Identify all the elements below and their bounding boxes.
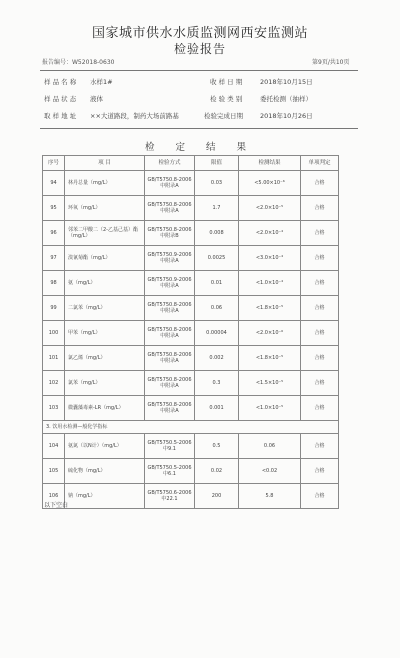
row-method: GB/T5750.8-2006 中附录A: [145, 396, 195, 421]
table-row: [43, 321, 339, 346]
row-verdict: 合格: [301, 221, 339, 246]
finish-date-label: 检验完成日期: [204, 112, 243, 120]
col-header-item: 项 目: [65, 156, 145, 171]
location-value: ××大道路段，制药大场前路基: [90, 112, 179, 120]
report-title-line2: 检验报告: [173, 42, 226, 56]
row-verdict: 合格: [301, 171, 339, 196]
sample-name-label: 样 品 名 称: [44, 78, 77, 86]
row-verdict: 合格: [301, 196, 339, 221]
row-item: 溴氰菊酯（mg/L）: [65, 246, 145, 271]
section-row-label: 3. 饮用水检测—般化学指标: [43, 421, 339, 434]
info-bottom-rule: [40, 128, 358, 129]
table-row: [43, 171, 339, 196]
row-number: 105: [43, 459, 65, 484]
row-result: <3.0×10⁻⁴: [239, 246, 301, 271]
row-result: <2.0×10⁻⁴: [239, 221, 301, 246]
table-row: [43, 396, 339, 421]
row-result: 5.8: [239, 484, 301, 509]
row-method: GB/T5750.9-2006 中附录A: [145, 271, 195, 296]
row-number: 95: [43, 196, 65, 221]
row-number: 99: [43, 296, 65, 321]
row-limit: 0.03: [195, 171, 239, 196]
sample-status-label: 样 品 状 态: [44, 95, 77, 103]
sample-name-value: 水样1#: [90, 78, 113, 86]
row-limit: 200: [195, 484, 239, 509]
end-of-report-note: 以下空白: [44, 502, 69, 509]
col-header-result: 检测结果: [239, 156, 301, 171]
row-limit: 0.008: [195, 221, 239, 246]
table-row: [43, 484, 339, 509]
row-item: 氨氮（以N计）（mg/L）: [65, 434, 145, 459]
row-result: <1.8×10⁻⁵: [239, 296, 301, 321]
receive-date-label: 收 样 日 期: [210, 78, 243, 86]
row-item: 微囊藻毒素-LR（mg/L）: [65, 396, 145, 421]
table-row: [43, 221, 339, 246]
page-number: 第9页/共10页: [312, 59, 350, 66]
receive-date-value: 2018年10月15日: [260, 78, 313, 86]
row-method: GB/T5750.5-2006 中9.1: [145, 434, 195, 459]
table-row: [43, 271, 339, 296]
sample-status-value: 液体: [90, 95, 103, 103]
table-row: [43, 196, 339, 221]
table-row: [43, 434, 339, 459]
row-item: 环氧（mg/L）: [65, 196, 145, 221]
row-result: <5.00×10⁻⁶: [239, 171, 301, 196]
col-header-limit: 限值: [195, 156, 239, 171]
row-result: <2.0×10⁻⁶: [239, 321, 301, 346]
row-limit: 0.01: [195, 271, 239, 296]
row-number: 94: [43, 171, 65, 196]
row-method: GB/T5750.8-2006 中附录A: [145, 196, 195, 221]
row-verdict: 合格: [301, 246, 339, 271]
row-limit: 0.0025: [195, 246, 239, 271]
row-verdict: 合格: [301, 296, 339, 321]
row-number: 106: [43, 484, 65, 509]
row-limit: 0.02: [195, 459, 239, 484]
row-limit: 0.001: [195, 396, 239, 421]
report-title-line1: 国家城市供水水质监测网西安监测站: [91, 26, 308, 41]
col-header-no: 序号: [43, 156, 65, 171]
row-result: <0.02: [239, 459, 301, 484]
row-item: 二氯苯（mg/L）: [65, 296, 145, 321]
row-verdict: 合格: [301, 396, 339, 421]
row-item: 邻苯二甲酸二（2-乙基己基）酯（mg/L）: [65, 221, 145, 246]
row-item: 氯苯（mg/L）: [65, 371, 145, 396]
row-number: 96: [43, 221, 65, 246]
col-header-verdict: 单项判定: [301, 156, 339, 171]
row-result: <1.8×10⁻⁵: [239, 346, 301, 371]
row-verdict: 合格: [301, 321, 339, 346]
row-result: <2.0×10⁻⁵: [239, 196, 301, 221]
row-method: GB/T5750.8-2006 中附录B: [145, 221, 195, 246]
finish-date-value: 2018年10月26日: [260, 112, 313, 120]
info-top-rule: [40, 70, 358, 71]
row-verdict: 合格: [301, 346, 339, 371]
row-number: 100: [43, 321, 65, 346]
row-item: 钠（mg/L）: [65, 484, 145, 509]
table-row: [43, 296, 339, 321]
row-limit: 1.7: [195, 196, 239, 221]
row-verdict: 合格: [301, 484, 339, 509]
row-result: 0.06: [239, 434, 301, 459]
row-method: GB/T5750.9-2006 中附录A: [145, 246, 195, 271]
row-number: 101: [43, 346, 65, 371]
section-title: 检 定 结 果: [144, 142, 256, 153]
row-item: 林丹总量（mg/L）: [65, 171, 145, 196]
row-number: 103: [43, 396, 65, 421]
row-method: GB/T5750.8-2006 中附录A: [145, 346, 195, 371]
row-item: 硫化物（mg/L）: [65, 459, 145, 484]
row-number: 102: [43, 371, 65, 396]
row-number: 104: [43, 434, 65, 459]
row-number: 97: [43, 246, 65, 271]
table-row: [43, 346, 339, 371]
row-limit: 0.06: [195, 296, 239, 321]
row-method: GB/T5750.5-2006 中6.1: [145, 459, 195, 484]
row-verdict: 合格: [301, 459, 339, 484]
row-item: 氯乙烯（mg/L）: [65, 346, 145, 371]
row-verdict: 合格: [301, 371, 339, 396]
row-limit: 0.3: [195, 371, 239, 396]
row-method: GB/T5750.8-2006 中附录A: [145, 296, 195, 321]
table-header-row: [43, 156, 339, 171]
test-type-value: 委托检测（抽样）: [260, 95, 312, 103]
row-limit: 0.002: [195, 346, 239, 371]
table-row: [43, 246, 339, 271]
row-limit: 0.00004: [195, 321, 239, 346]
results-table: [42, 155, 339, 509]
row-method: GB/T5750.8-2006 中附录A: [145, 371, 195, 396]
table-row: [43, 371, 339, 396]
report-number: 报告编号：W52018-0630: [42, 59, 115, 66]
row-item: 氨（mg/L）: [65, 271, 145, 296]
table-row: [43, 459, 339, 484]
row-verdict: 合格: [301, 271, 339, 296]
row-method: GB/T5750.8-2006 中附录A: [145, 171, 195, 196]
row-result: <1.0×10⁻⁴: [239, 271, 301, 296]
section-row: [43, 421, 339, 434]
test-type-label: 检 验 类 别: [210, 95, 243, 103]
row-item: 甲苯（mg/L）: [65, 321, 145, 346]
col-header-method: 检验方式: [145, 156, 195, 171]
row-result: <1.5×10⁻⁵: [239, 371, 301, 396]
row-result: <1.0×10⁻⁵: [239, 396, 301, 421]
row-number: 98: [43, 271, 65, 296]
row-method: GB/T5750.6-2006 中22.1: [145, 484, 195, 509]
location-label: 取 样 地 址: [44, 112, 77, 120]
row-verdict: 合格: [301, 434, 339, 459]
row-limit: 0.5: [195, 434, 239, 459]
row-method: GB/T5750.8-2006 中附录A: [145, 321, 195, 346]
